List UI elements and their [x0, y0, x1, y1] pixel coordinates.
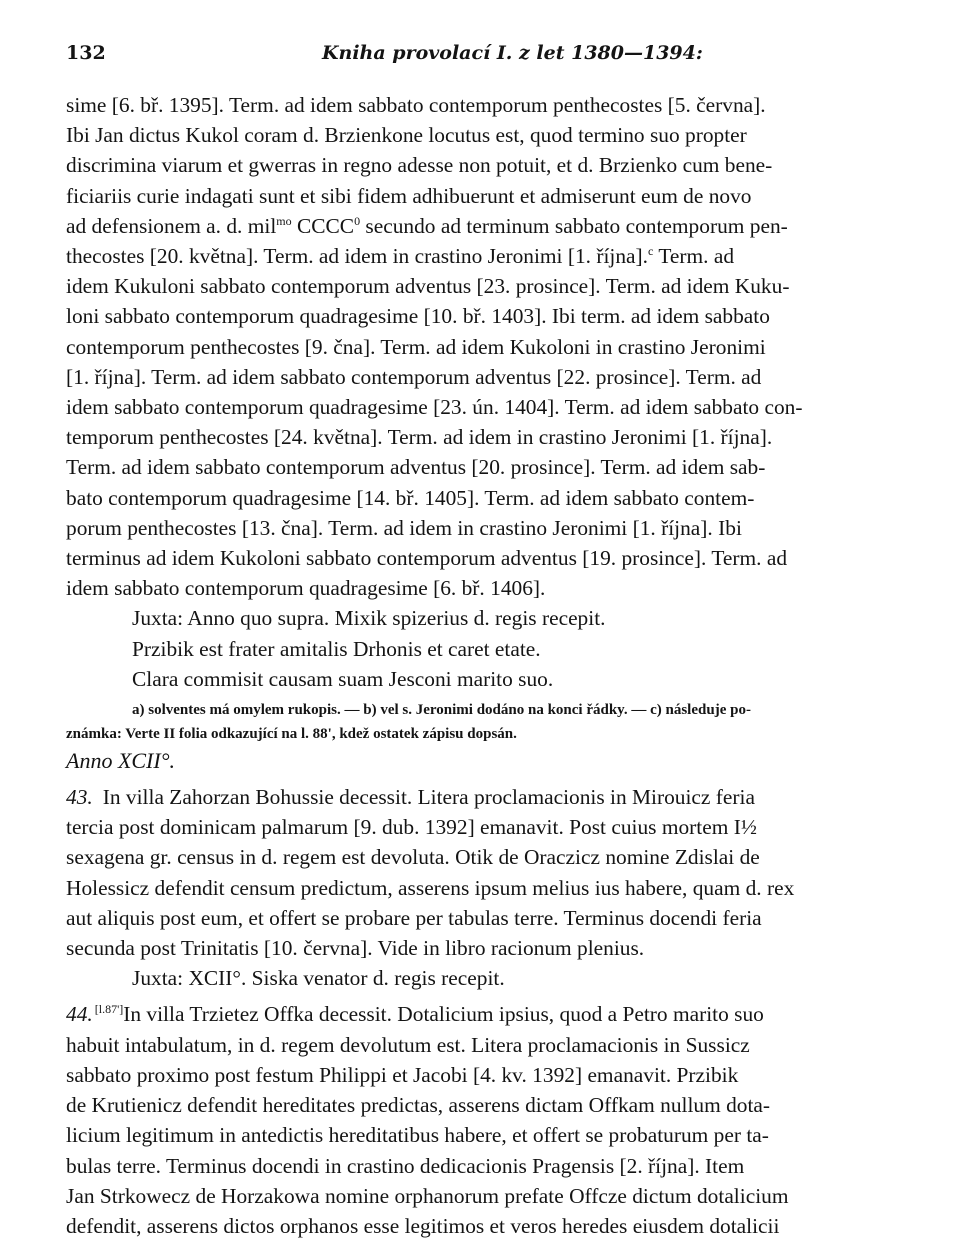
- document-page: [66, 36, 896, 1241]
- superscript: 0: [354, 213, 361, 228]
- juxta-line: Przibik est frater amitalis Drhonis et caret etate.: [132, 636, 541, 661]
- text-line: [66, 211, 896, 241]
- superscript: mo: [276, 213, 292, 228]
- text-line: sexagena gr. census in d. regem est devoluta. Otik de Oraczicz nomine Zdislai de: [66, 845, 760, 870]
- page-number: 132: [66, 42, 106, 64]
- text-line: [66, 241, 896, 271]
- text-fragment: thecostes [20. května]. Term. ad idem in crastino Jeronimi [1. října].: [66, 244, 649, 269]
- juxta-line: Clara commisit causam suam Jesconi marito suo.: [132, 666, 554, 691]
- text-line: loni sabbato contemporum quadragesime [10. bř. 1403]. Ibi term. ad idem sabbato: [66, 304, 770, 329]
- entry-continuation: [66, 90, 896, 694]
- text-fragment: CCCC: [291, 213, 355, 238]
- text-line: tercia post dominicam palmarum [9. dub. 1392] emanavit. Post cuius mortem I½: [66, 815, 757, 840]
- juxta-line: Juxta: XCII°. Siska venator d. regis recepit.: [132, 966, 505, 991]
- text-line: porum penthecostes [13. čna]. Term. ad idem in crastino Jeronimi [1. října]. Ibi: [66, 515, 742, 540]
- text-line: licium legitimum in antedictis hereditatibus habere, et offert se probaturum per ta-: [66, 1123, 769, 1148]
- text-line: idem Kukuloni sabbato contemporum adventus [23. prosince]. Term. ad idem Kuku-: [66, 274, 790, 299]
- text-line: de Krutienicz defendit hereditates predictas, asserens dictam Offkam nullum dota-: [66, 1093, 771, 1118]
- footnote-line: a) solventes má omylem rukopis. — b) vel s. Jeronimi dodáno na konci řádky. — c) následuje po-: [132, 702, 751, 719]
- footnote-line: známka: Verte II folia odkazující na l. 88', kdež ostatek zápisu dopsán.: [66, 726, 517, 743]
- text-line: [66, 999, 896, 1029]
- text-fragment: In villa Zahorzan Bohussie decessit. Litera proclamacionis in Mirouicz feria: [102, 785, 755, 810]
- entry-number: 43.: [66, 785, 93, 810]
- text-line: [1. října]. Term. ad idem sabbato contemporum adventus [22. prosince]. Term. ad: [66, 364, 762, 389]
- text-fragment: In villa Trzietez Offka decessit. Dotalicium ipsius, quod a Petro marito suo: [123, 1002, 764, 1027]
- text-line: [66, 782, 896, 812]
- text-fragment: Term. ad: [653, 244, 735, 269]
- footnote-mark: c: [648, 243, 654, 258]
- folio-mark: [l.87']: [94, 1002, 124, 1017]
- text-fragment: secundo ad terminum sabbato contemporum pen-: [360, 213, 788, 238]
- text-line: temporum penthecostes [24. května]. Term. ad idem in crastino Jeronimi [1. října].: [66, 425, 773, 450]
- text-line: bato contemporum quadragesime [14. bř. 1405]. Term. ad idem sabbato contem-: [66, 485, 755, 510]
- entry-44: [66, 999, 896, 1241]
- text-line: Holessicz defendit censum predictum, asserens ipsum melius ius habere, quam d. rex: [66, 875, 795, 900]
- text-line: terminus ad idem Kukoloni sabbato contemporum adventus [19. prosince]. Term. ad: [66, 546, 788, 571]
- text-line: idem sabbato contemporum quadragesime [23. ún. 1404]. Term. ad idem sabbato con-: [66, 395, 803, 420]
- text-line: sime [6. bř. 1395]. Term. ad idem sabbato contemporum penthecostes [5. června].: [66, 93, 766, 117]
- text-line: Ibi Jan dictus Kukol coram d. Brzienkone locutus est, quod termino suo propter: [66, 123, 747, 148]
- year-heading: Anno XCII°.: [66, 748, 176, 774]
- text-line: defendit, asserens dictos orphanos esse legitimos et veros heredes eiusdem dotalicii: [66, 1213, 780, 1238]
- text-fragment: ad defensionem a. d. mil: [66, 213, 277, 238]
- running-title: Kniha provolací I. z let 1380—1394:: [322, 42, 703, 64]
- juxta-line: Juxta: Anno quo supra. Mixik spizerius d. regis recepit.: [132, 606, 606, 631]
- text-line: contemporum penthecostes [9. čna]. Term. ad idem Kukoloni in crastino Jeronimi: [66, 334, 766, 359]
- text-line: habuit intabulatum, in d. regem devolutum est. Litera proclamacionis in Sussicz: [66, 1032, 750, 1057]
- text-line: sabbato proximo post festum Philippi et Jacobi [4. kv. 1392] emanavit. Przibik: [66, 1062, 739, 1087]
- footnotes: [66, 698, 896, 746]
- text-line: idem sabbato contemporum quadragesime [6. bř. 1406].: [66, 576, 546, 601]
- entry-43: [66, 782, 896, 993]
- text-line: ficiariis curie indagati sunt et sibi fidem adhibuerunt et admiserunt eum de novo: [66, 183, 752, 208]
- text-line: secunda post Trinitatis [10. června]. Vide in libro racionum plenius.: [66, 936, 645, 961]
- text-line: bulas terre. Terminus docendi in crastino dedicacionis Pragensis [2. října]. Item: [66, 1153, 745, 1178]
- text-line: Term. ad idem sabbato contemporum adventus [20. prosince]. Term. ad idem sab-: [66, 455, 766, 480]
- entry-number: 44.: [66, 1002, 93, 1027]
- page-header: [66, 36, 896, 72]
- text-line: aut aliquis post eum, et offert se probare per tabulas terre. Terminus docendi feria: [66, 905, 762, 930]
- text-line: Jan Strkowecz de Horzakowa nomine orphanorum prefate Offcze dictum dotalicium: [66, 1183, 789, 1208]
- text-line: discrimina viarum et gwerras in regno adesse non potuit, et d. Brzienko cum bene-: [66, 153, 773, 178]
